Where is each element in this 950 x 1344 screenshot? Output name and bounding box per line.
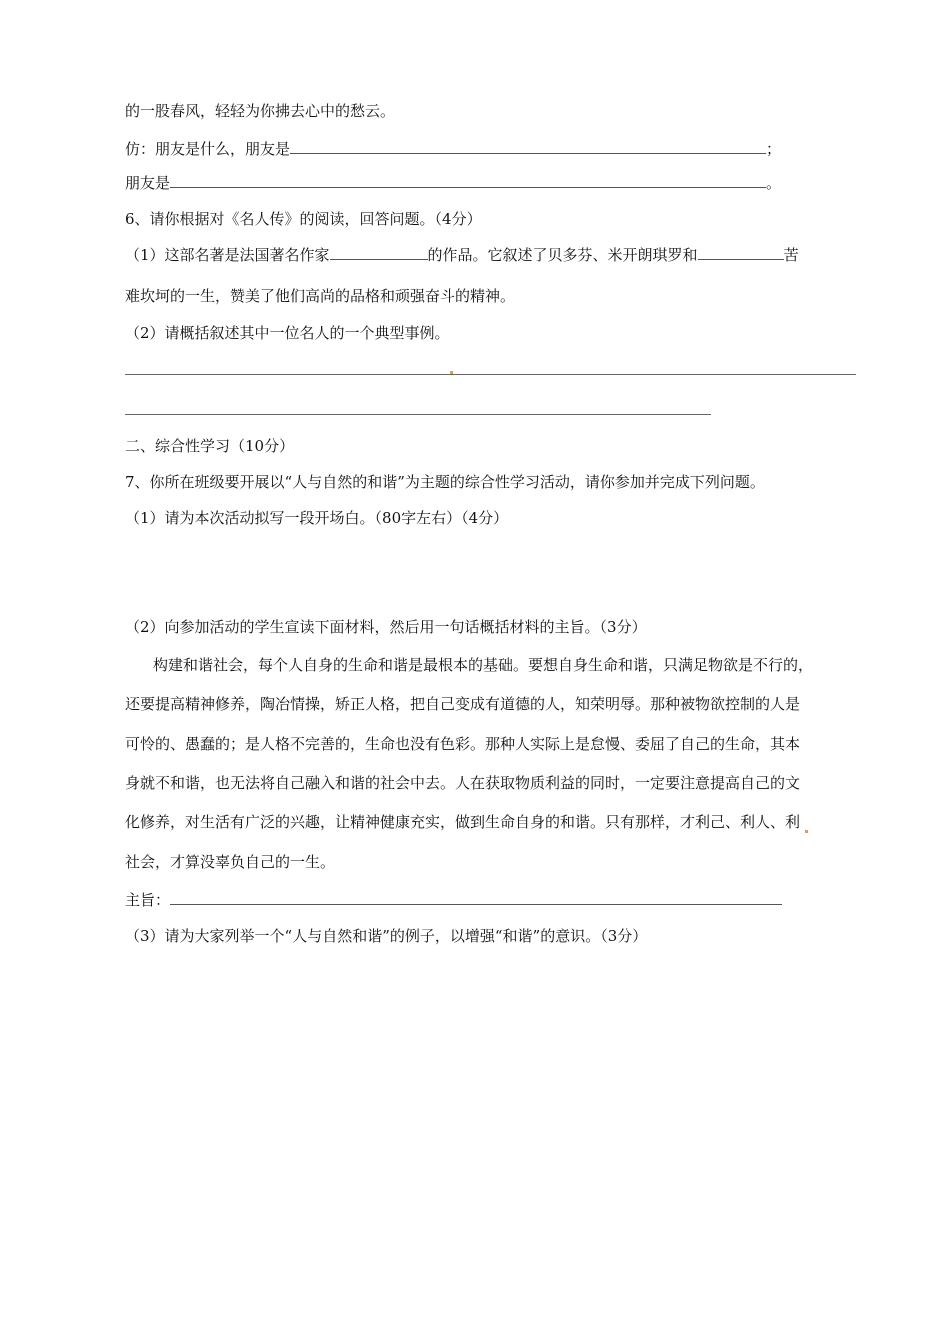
- question-7-2: （2）向参加活动的学生宣读下面材料，然后用一句话概括材料的主旨。（3分）: [125, 618, 647, 636]
- passage-line: 构建和谐社会，每个人自身的生命和谐是最根本的基础。要想自身生命和谐，只满足物欲是不行的，: [153, 656, 814, 674]
- question-6-1-cont: 难坎坷的一生，赞美了他们高尚的品格和顽强奋斗的精神。: [125, 287, 516, 305]
- answer-line[interactable]: [125, 374, 856, 375]
- answer-blank[interactable]: [170, 173, 766, 188]
- q6-1-text-a: （1）这部名著是法国著名作家: [125, 246, 330, 264]
- question-7-1: （1）请为本次活动拟写一段开场白。（80字左右）（4分）: [125, 509, 509, 527]
- theme-label: 主旨：: [125, 891, 171, 909]
- question-6-2: （2）请概括叙述其中一位名人的一个典型事例。: [125, 324, 450, 342]
- answer-line[interactable]: [125, 414, 711, 415]
- theme-blank[interactable]: [170, 890, 782, 905]
- passage-line: 社会，才算没辜负自己的一生。: [125, 853, 336, 871]
- imitation-prompt: 朋友是: [125, 174, 171, 192]
- person-blank[interactable]: [698, 245, 784, 260]
- passage-line: 还要提高精神修养，陶冶情操，矫正人格，把自己变成有道德的人，知荣明辱。那种被物欲控制的人是: [125, 695, 801, 713]
- question-6-1: [125, 245, 799, 265]
- imitation-line-2: [125, 173, 781, 193]
- punctuation: 。: [766, 174, 782, 192]
- question-6: 6、请你根据对《名人传》的阅读，回答问题。（4分）: [125, 210, 482, 228]
- q6-1-text-b: 的作品。它叙述了贝多芬、米开朗琪罗和: [427, 246, 698, 264]
- text-line: 的一股春风，轻轻为你拂去心中的愁云。: [125, 102, 396, 120]
- passage-line: 可怜的、愚蠢的；是人格不完善的，生命也没有色彩。那种人实际上是怠慢、委屈了自己的生命，其本: [125, 735, 801, 753]
- question-7-3: （3）请为大家列举一个“人与自然和谐”的例子，以增强“和谐”的意识。（3分）: [125, 927, 648, 945]
- passage-line: 化修养，对生活有广泛的兴趣，让精神健康充实，做到生命自身的和谐。只有那样，才利己、利人、利: [125, 813, 801, 831]
- decoration-dot: [805, 830, 808, 833]
- theme-line: [125, 890, 782, 910]
- question-7: 7、你所在班级要开展以“人与自然的和谐”为主题的综合性学习活动，请你参加并完成下列问题。: [125, 473, 765, 491]
- author-blank[interactable]: [330, 245, 428, 260]
- punctuation: ；: [766, 140, 782, 158]
- passage-line: 身就不和谐，也无法将自己融入和谐的社会中去。人在获取物质利益的同时，一定要注意提高自己的文: [125, 774, 801, 792]
- q6-1-text-c: 苦: [783, 246, 799, 264]
- decoration-dot: [450, 371, 453, 374]
- imitation-line-1: [125, 139, 781, 159]
- section-2-title: 二、综合性学习（10分）: [125, 437, 295, 455]
- answer-blank[interactable]: [290, 139, 766, 154]
- imitation-prompt: 仿：朋友是什么，朋友是: [125, 140, 291, 158]
